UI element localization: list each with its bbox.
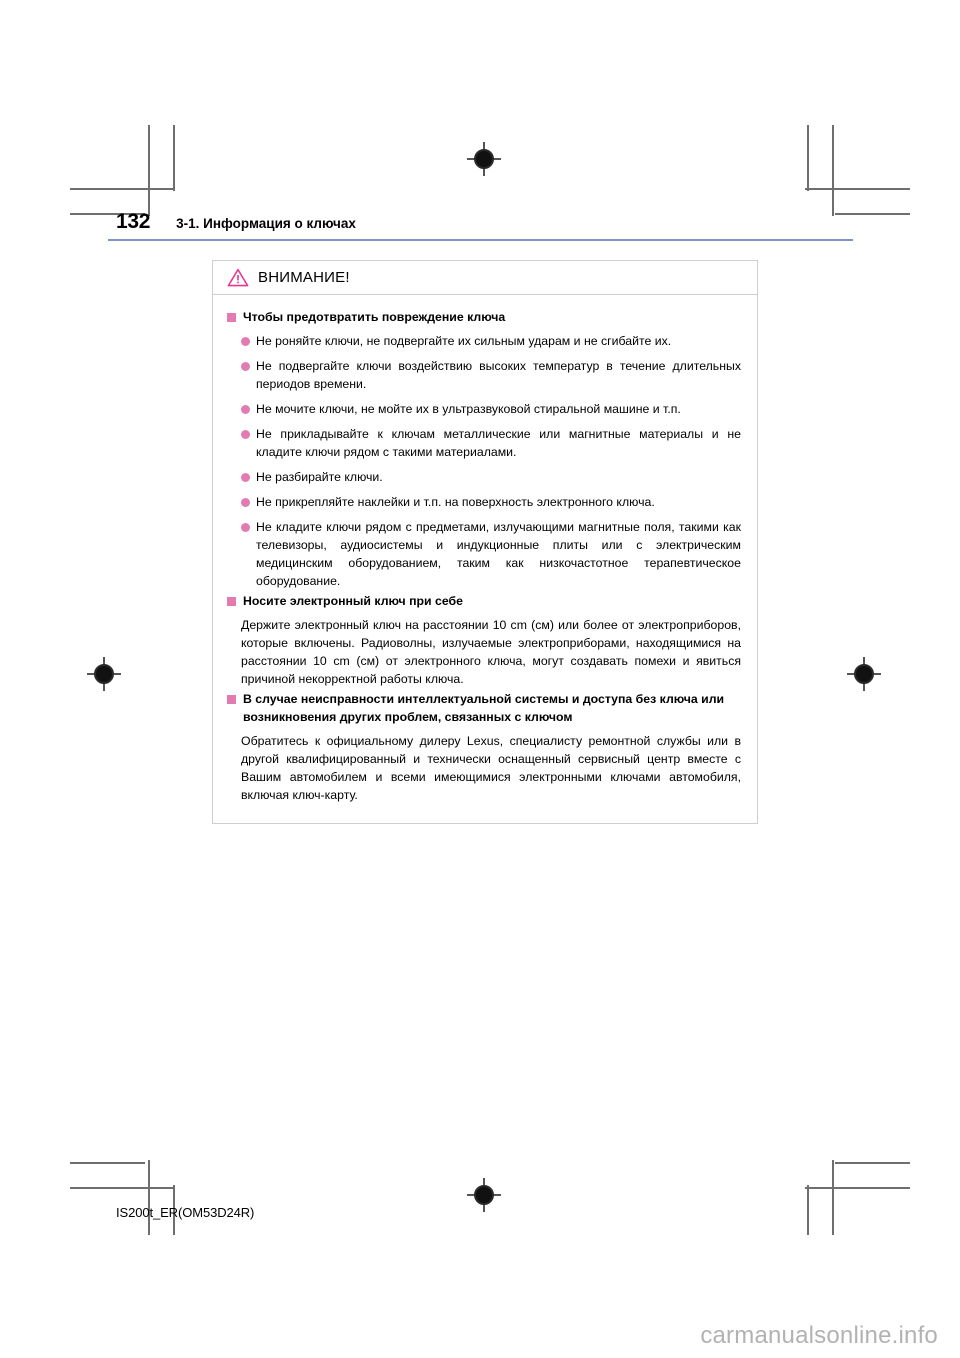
- section-heading-row: [227, 593, 741, 610]
- dot-bullet-icon: [241, 473, 250, 482]
- watermark: carmanualsonline.info: [700, 1322, 938, 1349]
- square-bullet-icon: [227, 313, 236, 322]
- section-paragraph: Обратитесь к официальному дилеру Lexus, специалисту ремонтной службы или в другой квалифицированный и технически оснащенный сервисный центр вместе с Вашим автомобилем и всеми имеющимися электронными ключами автомобиля, включая ключ-карту.: [241, 734, 741, 802]
- list-item: [241, 469, 741, 487]
- square-bullet-icon: [227, 597, 236, 606]
- dot-bullet-icon: [241, 362, 250, 371]
- page-header: [108, 210, 853, 241]
- list-item: [241, 358, 741, 394]
- list-item: [241, 519, 741, 591]
- document-code: IS200t_ER(OM53D24R): [116, 1205, 255, 1220]
- crop-mark-top-left: [70, 125, 190, 220]
- list-item-text: Не прикладывайте к ключам металлические или магнитные материалы и не кладите ключи рядом с такими материалами.: [256, 427, 741, 460]
- registration-mark-top-icon: [467, 142, 501, 176]
- header-rule: [108, 239, 853, 241]
- registration-mark-bottom-icon: [467, 1178, 501, 1212]
- crop-mark-top-right: [790, 125, 910, 220]
- warning-box: [212, 260, 758, 824]
- dot-bullet-icon: [241, 430, 250, 439]
- dot-bullet-icon: [241, 498, 250, 507]
- warning-title-bar: [213, 261, 757, 295]
- dot-bullet-icon: [241, 405, 250, 414]
- warning-body: [213, 295, 757, 823]
- list-item: [241, 401, 741, 419]
- section-title: 3-1. Информация о ключах: [176, 216, 356, 231]
- registration-mark-right-icon: [847, 657, 881, 691]
- crop-mark-bottom-right: [790, 1140, 910, 1235]
- list-item-text: Не прикрепляйте наклейки и т.п. на поверхность электронного ключа.: [256, 495, 655, 510]
- warning-triangle-icon: [227, 268, 249, 287]
- registration-mark-left-icon: [87, 657, 121, 691]
- dot-bullet-icon: [241, 337, 250, 346]
- list-item: [241, 333, 741, 351]
- bullet-list: [227, 333, 741, 590]
- warning-section: [227, 691, 741, 805]
- section-heading: Носите электронный ключ при себе: [243, 593, 463, 608]
- warning-section: [227, 593, 741, 689]
- section-heading-row: [227, 691, 741, 726]
- list-item-text: Не подвергайте ключи воздействию высоких температур в течение длительных периодов времени.: [256, 359, 741, 392]
- dot-bullet-icon: [241, 523, 250, 532]
- list-item-text: Не кладите ключи рядом с предметами, излучающими магнитные поля, такими как телевизоры, аудиосистемы и индукционные плиты или с электрическим медицинским оборудованием, таким как низкочастотное терапевтическое оборудование.: [256, 520, 741, 588]
- warning-title: ВНИМАНИЕ!: [258, 269, 350, 286]
- section-paragraph: Держите электронный ключ на расстоянии 10 cm (см) или более от электроприборов, которые включены. Радиоволны, излучаемые электроприборами, находящимися на расстоянии 10 cm (см) от электронного ключа, могут создавать помехи и явиться причиной некорректной работы ключа.: [241, 618, 741, 687]
- section-heading: В случае неисправности интеллектуальной системы и доступа без ключа или возникновения других проблем, связанных с ключом: [243, 692, 725, 724]
- list-item: [241, 494, 741, 512]
- page-number: 132: [116, 210, 151, 233]
- section-heading-row: [227, 309, 741, 326]
- crop-mark-bottom-left: [70, 1140, 190, 1235]
- section-heading: Чтобы предотвратить повреждение ключа: [243, 310, 506, 324]
- list-item-text: Не мочите ключи, не мойте их в ультразвуковой стиральной машине и т.п.: [256, 402, 681, 417]
- list-item-text: Не разбирайте ключи.: [256, 470, 383, 485]
- square-bullet-icon: [227, 695, 236, 704]
- list-item: [241, 426, 741, 462]
- list-item-text: Не роняйте ключи, не подвергайте их сильным ударам и не сгибайте их.: [256, 334, 672, 349]
- warning-section: [227, 309, 741, 591]
